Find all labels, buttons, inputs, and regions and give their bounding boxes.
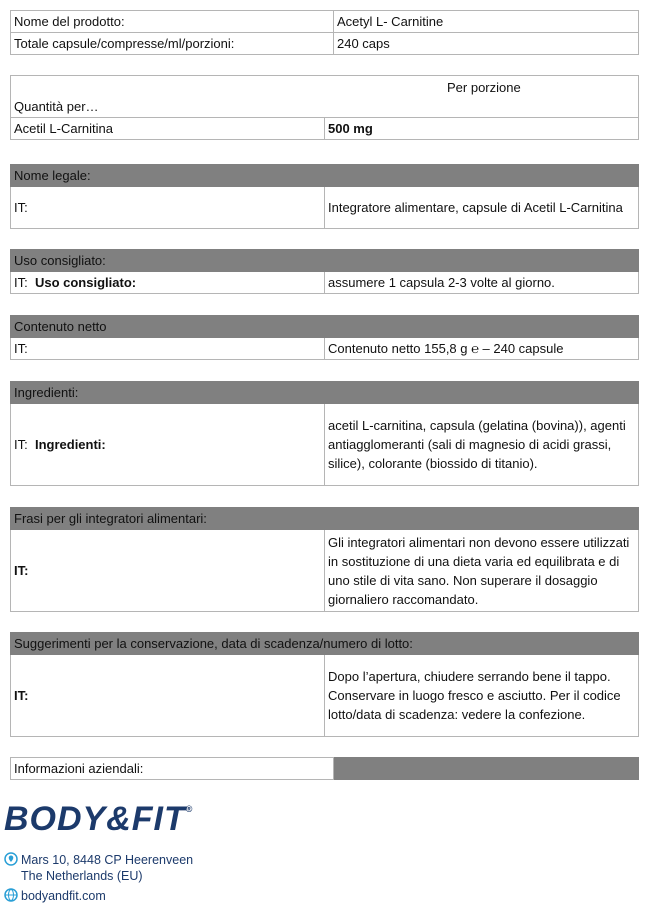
usage-label: Uso consigliato: <box>34 275 137 290</box>
legal-name-lang: IT: <box>11 187 325 229</box>
ingredients-label-cell <box>11 404 325 486</box>
product-name-value: Acetyl L- Carnitine <box>334 11 639 33</box>
company-header: Informazioni aziendali: <box>11 758 334 780</box>
legal-name-table <box>10 164 639 229</box>
net-content-value: Contenuto netto 155,8 g ℮ – 240 capsule <box>325 338 639 360</box>
ingredient-amount: 500 mg <box>325 118 639 140</box>
ingredients-lang: IT: <box>14 437 28 452</box>
ingredients-header: Ingredienti: <box>11 382 639 404</box>
net-content-header: Contenuto netto <box>11 316 639 338</box>
usage-value: assumere 1 capsula 2-3 volte al giorno. <box>325 272 639 294</box>
location-pin-icon <box>4 852 18 866</box>
storage-table <box>10 632 639 737</box>
address-line-2: The Netherlands (EU) <box>21 869 143 883</box>
nutrition-table <box>10 75 639 140</box>
usage-lang: IT: <box>14 275 28 290</box>
per-portion-label: Per porzione <box>447 80 521 95</box>
net-content-table <box>10 315 639 360</box>
net-content-lang: IT: <box>11 338 325 360</box>
quantity-label: Quantità per… <box>14 99 99 114</box>
globe-icon <box>4 888 18 902</box>
warnings-lang: IT: <box>11 530 325 612</box>
warnings-header: Frasi per gli integratori alimentari: <box>11 508 639 530</box>
nutrition-header-cell <box>11 76 639 118</box>
storage-value: Dopo l’apertura, chiudere serrando bene il tappo. Conservare in luogo fresco e asciutto. Per il codice lotto/data di scadenza: vedere la confezione. <box>325 655 639 737</box>
usage-header: Uso consigliato: <box>11 250 639 272</box>
company-website-row <box>4 888 106 903</box>
brand-logo <box>4 800 193 839</box>
storage-header: Suggerimenti per la conservazione, data di scadenza/numero di lotto: <box>11 633 639 655</box>
usage-label-cell <box>11 272 325 294</box>
brand-name: BODY&FIT <box>4 800 186 838</box>
address-line-1: Mars 10, 8448 CP Heerenveen <box>21 853 194 867</box>
ingredients-value: acetil L-carnitina, capsula (gelatina (bovina)), agenti antiagglomeranti (sali di magnesio di acidi grassi, silice), colorante (biossido di titanio). <box>325 404 639 486</box>
usage-table <box>10 249 639 294</box>
product-name-label: Nome del prodotto: <box>11 11 334 33</box>
product-table <box>10 10 639 55</box>
warnings-value: Gli integratori alimentari non devono essere utilizzati in sostituzione di una dieta varia ed equilibrata e di uno stile di vita sano. Non superare il dosaggio giornaliero raccomandato. <box>325 530 639 612</box>
company-website[interactable]: bodyandfit.com <box>21 889 106 903</box>
warnings-table <box>10 507 639 612</box>
legal-name-header: Nome legale: <box>11 165 639 187</box>
company-header-fill <box>334 758 639 780</box>
company-table <box>10 757 639 780</box>
address-line-2-wrap <box>21 869 143 883</box>
legal-name-value: Integratore alimentare, capsule di Acetil L-Carnitina <box>325 187 639 229</box>
company-address <box>4 852 193 867</box>
ingredients-table <box>10 381 639 486</box>
ingredient-name: Acetil L-Carnitina <box>11 118 325 140</box>
product-total-label: Totale capsule/compresse/ml/porzioni: <box>11 33 334 55</box>
registered-mark: ® <box>185 804 194 814</box>
ingredients-label: Ingredienti: <box>34 437 106 452</box>
storage-lang: IT: <box>11 655 325 737</box>
product-total-value: 240 caps <box>334 33 639 55</box>
